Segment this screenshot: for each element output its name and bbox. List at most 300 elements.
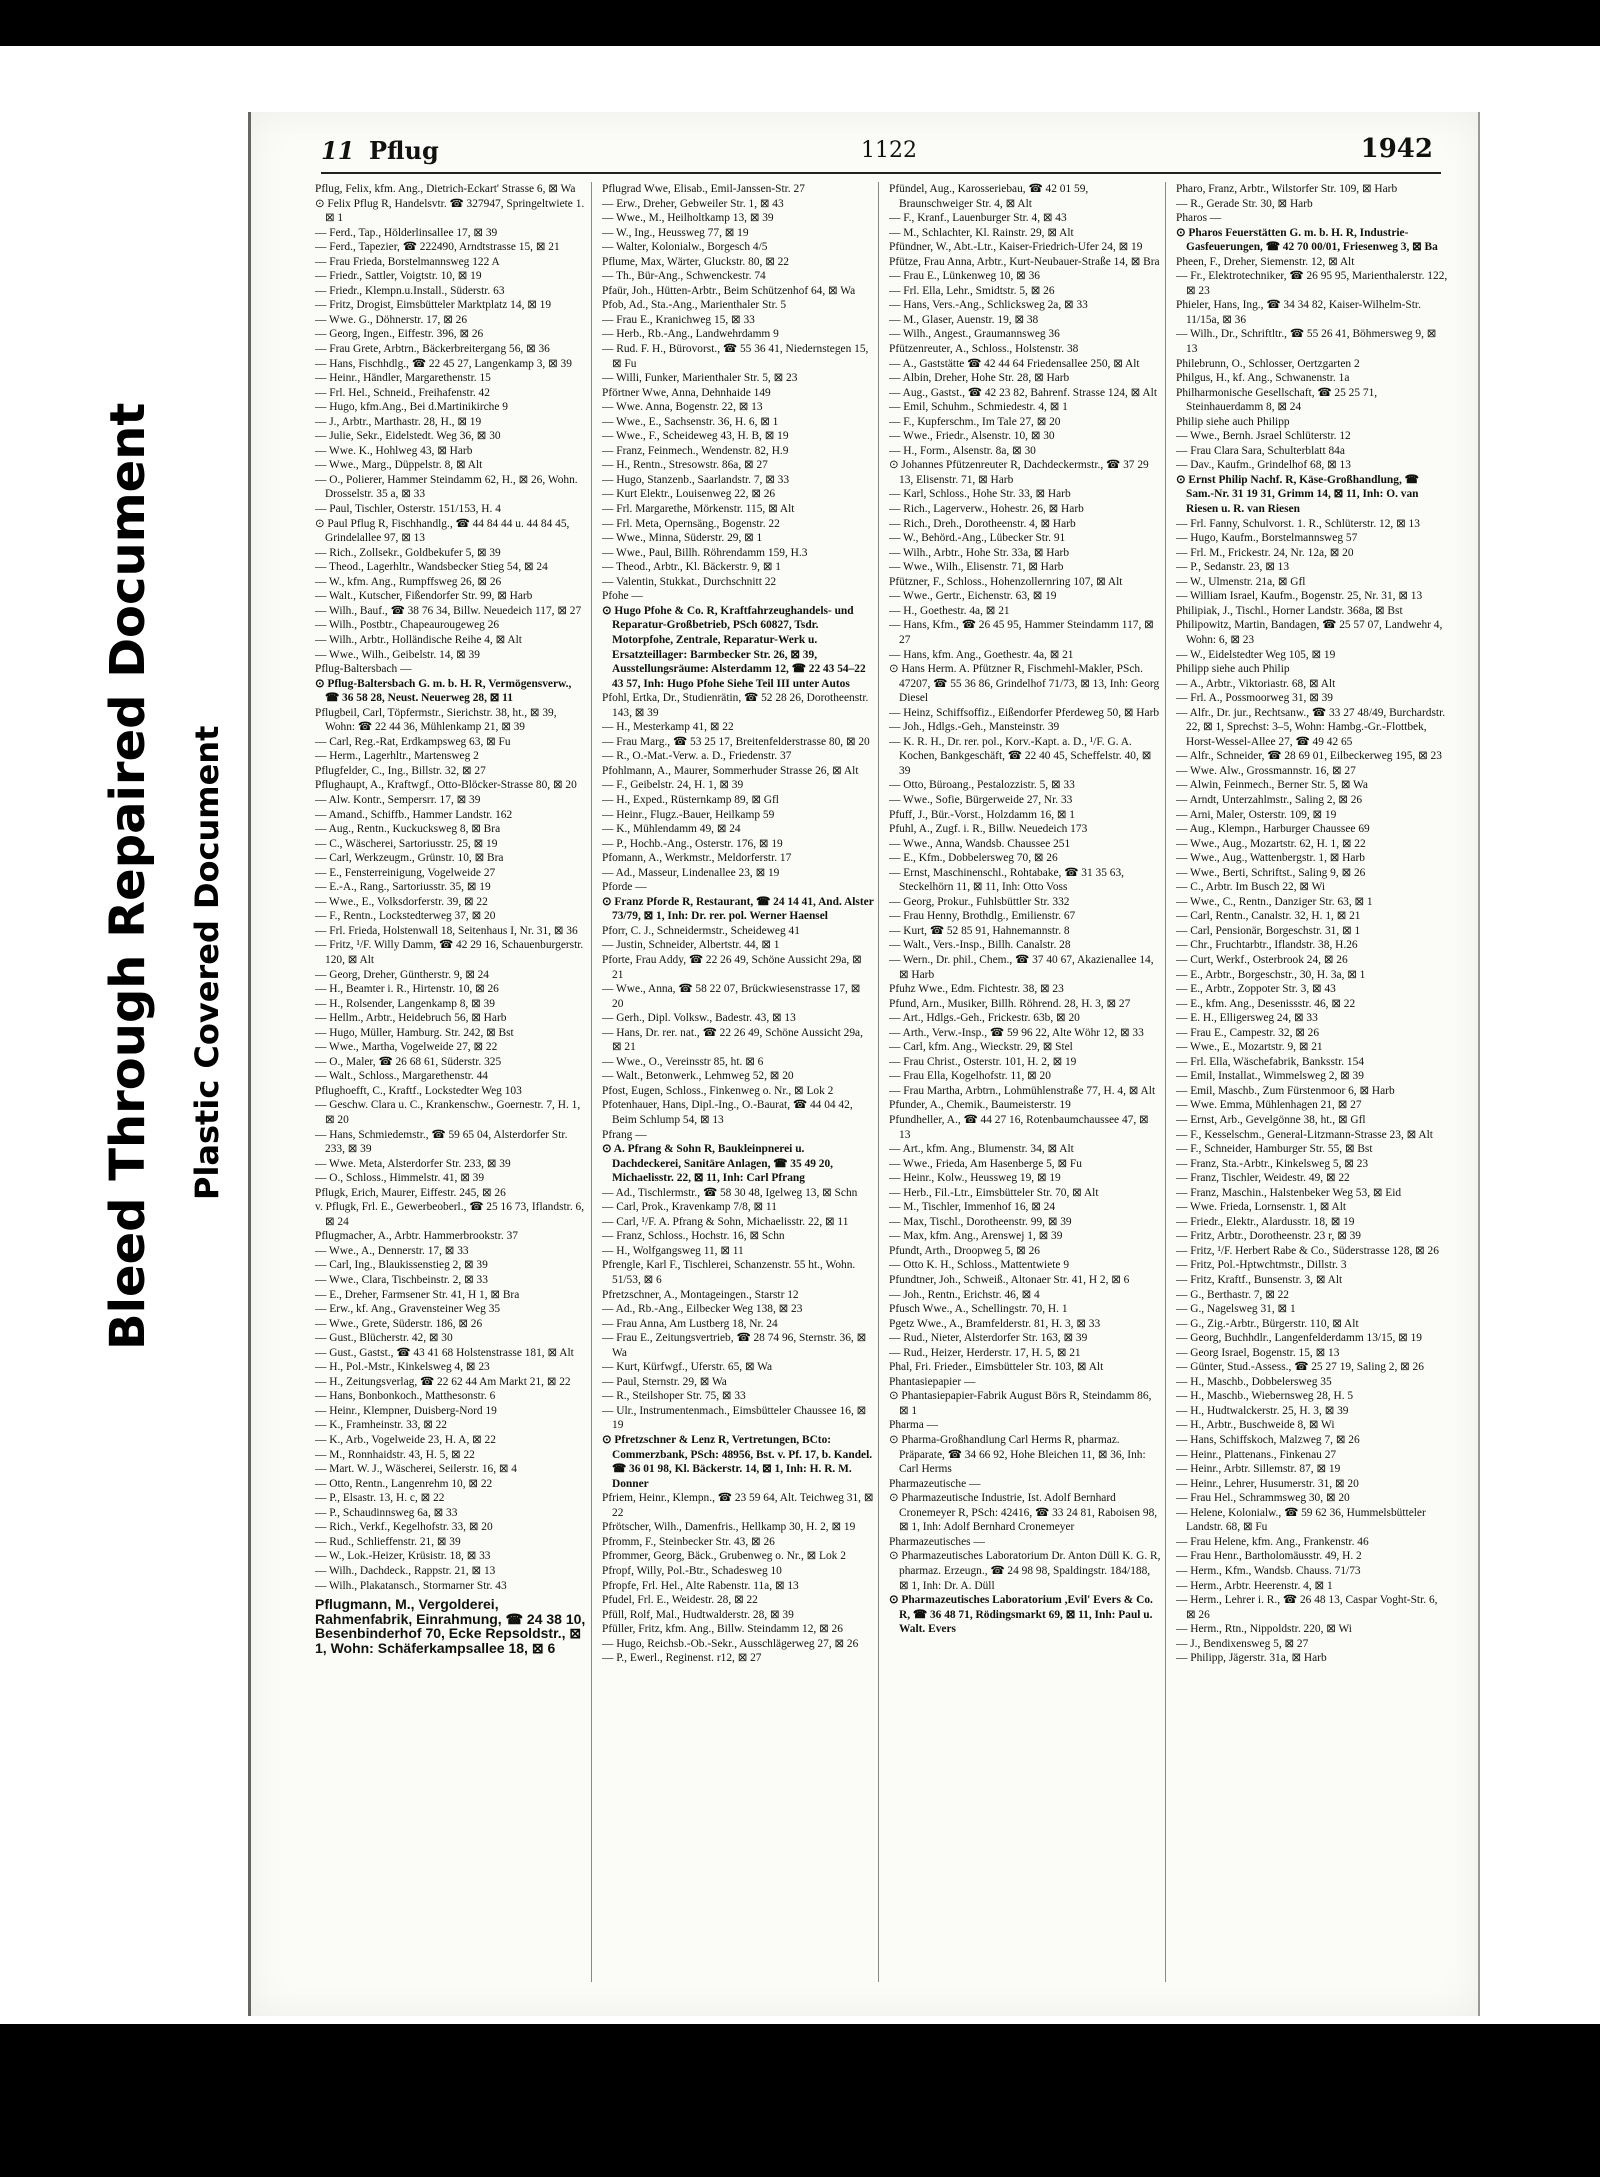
directory-entry: — Hans, Kfm., ☎ 26 45 95, Hammer Steindamm 117, ⊠ 27 [889,619,1154,646]
directory-entry: — Heinr., Arbtr. Sillemstr. 87, ⊠ 19 [1176,1463,1341,1476]
directory-entry: ⊙ Pharma-Großhandlung Carl Herms R, pharmaz. Präparate, ☎ 34 66 92, Hohe Bleichen 11, ⊠ 36, Inh: Carl Herms [889,1434,1146,1476]
directory-entry: Pharos — [1176,212,1222,225]
directory-entry: — R., Steilshoper Str. 75, ⊠ 33 [602,1390,746,1403]
directory-entry: — Frl. Margarethe, Mörkenstr. 115, ⊠ Alt [602,503,795,516]
directory-entry: Pflugmacher, A., Arbtr. Hammerbrookstr. 37 [315,1230,518,1243]
directory-entry: — Frau E., Lünkenweg 10, ⊠ 36 [889,270,1040,283]
directory-entry: — Wwe., Berti, Schriftst., Saling 9, ⊠ 26 [1176,866,1366,879]
directory-entry: ⊙ Pharmazeutisches Laboratorium Dr. Anton Düll K. G. R, pharmaz. Erzeugn., ☎ 24 98 98, Spaldingstr. 184/188, ⊠ 1, Inh: Dr. A. Düll [889,1550,1161,1592]
directory-entry: Pfotenhauer, Hans, Dipl.-Ing., O.-Baurat, ☎ 44 04 42, Beim Schlump 54, ⊠ 13 [602,1099,853,1126]
directory-entry: — Wwe., Paul, Billh. Röhrendamm 159, H.3 [602,546,808,559]
directory-entry: — Wwe., Clara, Tischbeinstr. 2, ⊠ 33 [315,1274,488,1287]
directory-entry: — Dav., Kaufm., Grindelhof 68, ⊠ 13 [1176,459,1351,472]
directory-entry: — Valentin, Stukkat., Durchschnitt 22 [602,575,777,588]
directory-entry: — Frau E., Kranichweg 15, ⊠ 33 [602,313,755,326]
directory-entry: — H., Maschb., Wiebernsweg 28, H. 5 [1176,1390,1354,1403]
directory-entry: — Otto, Büroang., Pestalozzistr. 5, ⊠ 33 [889,779,1075,792]
directory-entry: — Hans, Vers.-Ang., Schlicksweg 2a, ⊠ 33 [889,299,1088,312]
directory-entry: — Helene, Kolonialw., ☎ 59 62 36, Hummelsbütteler Landstr. 68, ⊠ Fu [1176,1506,1426,1534]
directory-entry: — Hans, Dr. rer. nat., ☎ 22 26 49, Schöne Aussicht 29a, ⊠ 21 [602,1026,863,1054]
directory-entry: — Herm., Kfm., Wandsb. Chauss. 71/73 [1176,1564,1361,1577]
directory-entry: — Chr., Fruchtarbtr., Iflandstr. 38, H.26 [1176,939,1358,952]
directory-entry: — Wwe., Grete, Süderstr. 186, ⊠ 26 [315,1317,483,1330]
directory-entry: — Georg, Ingen., Eiffestr. 396, ⊠ 26 [315,328,484,341]
directory-entry: Pforde — [602,881,647,894]
directory-entry: — William Israel, Kaufm., Bogenstr. 25, Nr. 31, ⊠ 13 [1176,590,1423,603]
directory-entry: — Rud., Heizer, Herderstr. 17, H. 5, ⊠ 21 [889,1346,1081,1359]
directory-entry: Pflugmann, M., Vergolderei, Rahmenfabrik, Einrahmung, ☎ 24 38 10, Besenbinderhof 70, Ecke Repsoldstr., ⊠ 1, Wohn: Schäferkampsallee 18, ⊠ 6 [315,1596,586,1656]
directory-entry: — Th., Bür-Ang., Schwenckestr. 74 [602,270,766,283]
directory-entry: v. Pflugk, Frl. E., Gewerbeoberl., ☎ 25 16 73, Iflandstr. 6, ⊠ 24 [315,1201,585,1228]
directory-entry: Phal, Fri. Frieder., Eimsbütteler Str. 103, ⊠ Alt [889,1361,1104,1374]
directory-entry: — Arndt, Unterzahlmstr., Saling 2, ⊠ 26 [1176,793,1363,806]
directory-entry: — H., Hudtwalckerstr. 25, H. 3, ⊠ 39 [1176,1404,1349,1417]
directory-entry: Pforr, C. J., Schneidermstr., Scheideweg 41 [602,924,800,937]
directory-entry: — Wilh., Dachdeck., Rappstr. 21, ⊠ 13 [315,1564,496,1577]
directory-entry: — Max, Tischl., Dorotheenstr. 99, ⊠ 39 [889,1215,1072,1228]
directory-entry: — Fritz, Kraftf., Bunsenstr. 3, ⊠ Alt [1176,1274,1343,1287]
directory-entry: — Wwe., O., Vereinsstr 85, ht. ⊠ 6 [602,1055,764,1068]
directory-entry: — Wwe., E., Volksdorferstr. 39, ⊠ 22 [315,895,488,908]
directory-entry: — Fritz, ¹/F. Herbert Rabe & Co., Süderstrasse 128, ⊠ 26 [1176,1244,1439,1257]
directory-entry: — Ernst, Maschinenschl., Rohtabake, ☎ 31 35 63, Steckelhörn 11, ⊠ 11, Inh: Otto Voss [889,866,1125,894]
directory-entry: — Frau Grete, Arbtrn., Bäckerbreitergang 56, ⊠ 36 [315,343,550,356]
directory-column-2 [602,182,879,1982]
directory-entry: ⊙ Pfretzschner & Lenz R, Vertretungen, BCto: Commerzbank, PSch: 48956, Bst. v. Pf. 17, b. Kandel. ☎ 36 01 98, Kl. Bäckerstr. 14, ⊠ 1, Inh: H. R. M. Donner [602,1434,873,1490]
directory-entry: — O., Polierer, Hammer Steindamm 62, H., ⊠ 26, Wohn. Drosselstr. 35 a, ⊠ 33 [315,473,578,501]
directory-entry: — Joh., Hdlgs.-Geh., Mansteinstr. 39 [889,721,1060,734]
directory-entry: — Ad., Rb.-Ang., Eilbecker Weg 138, ⊠ 23 [602,1303,803,1316]
directory-entry: Pfohe — [602,590,643,603]
directory-entry: — Emil, Maschb., Zum Fürstenmoor 6, ⊠ Harb [1176,1084,1395,1097]
directory-entry: — Fritz, Pol.-Hptwchtmstr., Dillstr. 3 [1176,1259,1347,1272]
directory-entry: — Wwe., Martha, Vogelweide 27, ⊠ 22 [315,1041,498,1054]
directory-entry: — Wwe. Anna, Bogenstr. 22, ⊠ 13 [602,401,763,414]
directory-entry: — Frau Clara Sara, Schulterblatt 84a [1176,444,1345,457]
directory-entry: Pfretzschner, A., Montageingen., Starstr 12 [602,1288,799,1301]
directory-entry: — Wwe. G., Döhnerstr. 17, ⊠ 26 [315,313,468,326]
directory-entry: — Gerh., Dipl. Volksw., Badestr. 43, ⊠ 13 [602,1012,796,1025]
directory-entry: Pfundtner, Joh., Schweiß., Altonaer Str. 41, H 2, ⊠ 6 [889,1274,1130,1287]
directory-entry: Pfudel, Frl. E., Weidestr. 28, ⊠ 22 [602,1594,758,1607]
directory-entry: — J., Bendixensweg 5, ⊠ 27 [1176,1637,1309,1650]
directory-column-4 [1176,182,1453,1982]
directory-entry: — E., Dreher, Farmsener Str. 41, H 1, ⊠ Bra [315,1288,520,1301]
directory-entry: ⊙ Franz Pforde R, Restaurant, ☎ 24 14 41, And. Alster 73/79, ⊠ 1, Inh: Dr. rer. pol. Werner Haensel [602,895,874,923]
directory-entry: — Franz, Sta.-Arbtr., Kinkelsweg 5, ⊠ 23 [1176,1157,1369,1170]
directory-entry: — Wwe., Anna, ☎ 58 22 07, Brückwiesenstrasse 17, ⊠ 20 [602,983,861,1010]
directory-entry: Pfusch Wwe., A., Schellingstr. 70, H. 1 [889,1303,1068,1316]
directory-entry: Pfomann, A., Werkmstr., Meldorferstr. 17 [602,852,792,865]
directory-entry: — Wwe., M., Heilholtkamp 13, ⊠ 39 [602,212,774,225]
directory-entry: — Arni, Maler, Osterstr. 109, ⊠ 19 [1176,808,1337,821]
directory-entry: — Theod., Lagerhltr., Wandsbecker Stieg 54, ⊠ 24 [315,561,548,574]
directory-entry: — Hans, Fischhdlg., ☎ 22 45 27, Langenkamp 3, ⊠ 39 [315,357,572,370]
directory-entry: Pfund, Arn., Musiker, Billh. Röhrend. 28, H. 3, ⊠ 27 [889,997,1131,1010]
directory-entry: Pfundt, Arth., Droopweg 5, ⊠ 26 [889,1244,1040,1257]
directory-entry: — Heinr., Händler, Margarethenstr. 15 [315,372,491,385]
directory-entry: Philipowitz, Martin, Bandagen, ☎ 25 57 07, Landwehr 4, Wohn: 6, ⊠ 23 [1176,619,1443,646]
directory-entry: — Gust., Blücherstr. 42, ⊠ 30 [315,1332,453,1345]
directory-entry: Pfuhl, A., Zugf. i. R., Billw. Neuedeich 173 [889,823,1088,836]
directory-entry: — Theod., Arbtr., Kl. Bäckerstr. 9, ⊠ 1 [602,561,781,574]
directory-entry: — Wwe., Aug., Mozartstr. 62, H. 1, ⊠ 22 [1176,837,1366,850]
directory-entry: — E., Fensterreinigung, Vogelweide 27 [315,866,496,879]
directory-entry: — G., Nagelsweg 31, ⊠ 1 [1176,1303,1296,1316]
directory-entry: — H., Zeitungsverlag, ☎ 22 62 44 Am Markt 21, ⊠ 22 [315,1375,571,1388]
directory-entry: Pheen, F., Dreher, Siemenstr. 12, ⊠ Alt [1176,255,1355,268]
directory-entry: — Frau Christ., Osterstr. 101, H. 2, ⊠ 19 [889,1055,1077,1068]
directory-entry: — Heinr., Lehrer, Husumerstr. 31, ⊠ 20 [1176,1477,1359,1490]
directory-entry: — Julie, Sekr., Eidelstedt. Weg 36, ⊠ 30 [315,430,501,443]
directory-entry: — H., Exped., Rüsternkamp 89, ⊠ Gfl [602,793,779,806]
directory-entry: — J., Arbtr., Marthastr. 28, H., ⊠ 19 [315,415,482,428]
directory-entry: — Herb., Fil.-Ltr., Eimsbütteler Str. 70, ⊠ Alt [889,1186,1099,1199]
directory-entry: — Frau Martha, Arbtrn., Lohmühlenstraße 77, H. 4, ⊠ Alt [889,1084,1156,1097]
directory-entry: ⊙ A. Pfrang & Sohn R, Baukleinpnerei u. Dachdeckerei, Sanitäre Anlagen, ☎ 35 49 20, Michaelisstr. 22, ⊠ 11, Inh: Carl Pfrang [602,1143,834,1185]
directory-entry: — P., Elsastr. 13, H. c, ⊠ 22 [315,1492,445,1505]
directory-entry: — Georg, Dreher, Güntherstr. 9, ⊠ 24 [315,968,490,981]
directory-entry: — Joh., Rentn., Erichstr. 46, ⊠ 4 [889,1288,1040,1301]
directory-entry: — Wilh., Bauf., ☎ 38 76 34, Billw. Neuedeich 117, ⊠ 27 [315,604,582,617]
directory-entry: — Justin, Schneider, Albertstr. 44, ⊠ 1 [602,939,780,952]
directory-entry: Pfob, Ad., Sta.-Ang., Marienthaler Str. 5 [602,299,787,312]
directory-entry: — H., Beamter i. R., Hirtenstr. 10, ⊠ 26 [315,983,499,996]
directory-entry: — H., Pol.-Mstr., Kinkelsweg 4, ⊠ 23 [315,1361,490,1374]
directory-entry: — O., Schloss., Himmelstr. 41, ⊠ 39 [315,1172,485,1185]
directory-entry: — R., O.-Mat.-Verw. a. D., Friedenstr. 37 [602,750,792,763]
directory-entry: ⊙ Hugo Pfohe & Co. R, Kraftfahrzeughandels- und Reparatur-Großbetrieb, PSch 60827, Tsdr. Motorpfohe, Zentrale, Reparatur-Werk u. Ersatzteillager: Barmbecker Str. 26, ⊠ 39, Ausstellungsräume: Alsterdamm 12, ☎ 22 43 54–22 43 57, Inh: Hugo Pfohe Siehe Teil III unter Autos [602,604,866,690]
header-column-number: 11 [321,136,355,165]
directory-entry: Pflume, Max, Wärter, Gluckstr. 80, ⊠ 22 [602,255,789,268]
directory-entry: — Georg, Prokur., Fuhlsbüttler Str. 332 [889,895,1070,908]
directory-entry: ⊙ Felix Pflug R, Handelsvtr. ☎ 327947, Springeltwiete 1. ⊠ 1 [315,197,585,225]
directory-entry: Pflugk, Erich, Maurer, Eiffestr. 245, ⊠ 26 [315,1186,506,1199]
directory-entry: Pfuff, J., Bür.-Vorst., Holzdamm 16, ⊠ 1 [889,808,1075,821]
directory-entry: — F., Kupferschm., Im Tale 27, ⊠ 20 [889,415,1061,428]
directory-entry: ⊙ Pflug-Baltersbach G. m. b. H. R, Vermögensverw., ☎ 36 58 28, Neust. Neuerweg 28, ⊠ 11 [315,677,572,705]
directory-entry: ⊙ Johannes Pfützenreuter R, Dachdeckermstr., ☎ 37 29 13, Elisenstr. 71, ⊠ Harb [889,459,1149,486]
directory-entry: — E., Arbtr., Zoppoter Str. 3, ⊠ 43 [1176,983,1336,996]
directory-entry: — Kurt, Kürfwgf., Uferstr. 65, ⊠ Wa [602,1361,773,1374]
directory-entry: Pflug-Baltersbach — [315,663,412,676]
directory-entry: — Ad., Tischlermstr., ☎ 58 30 48, Igelweg 13, ⊠ Schn [602,1186,858,1199]
directory-entry: Pfüll, Rolf, Mal., Hudtwalderstr. 28, ⊠ 39 [602,1608,794,1621]
directory-entry: Pfrengle, Karl F., Tischlerei, Schanzenstr. 55 ht., Wohn. 51/53, ⊠ 6 [602,1259,856,1287]
directory-entry: Pflugrad Wwe, Elisab., Emil-Janssen-Str. 27 [602,183,805,195]
directory-entry: — Frau E., Zeitungsvertrieb, ☎ 28 74 96, Sternstr. 36, ⊠ Wa [602,1332,867,1359]
directory-entry: — Rich., Zollsekr., Goldbekufer 5, ⊠ 39 [315,546,501,559]
directory-entry: — W., Behörd.-Ang., Lübecker Str. 91 [889,532,1066,545]
directory-entry: ⊙ Pharmazeutisches Laboratorium ,Evil' Evers & Co. R, ☎ 36 48 71, Rödingsmarkt 69, ⊠ 11, Inh: Paul u. Walt. Evers [889,1594,1153,1636]
directory-entry: — K., Mühlendamm 49, ⊠ 24 [602,823,741,836]
directory-entry: — Walt., Kutscher, Fißendorfer Str. 99, ⊠ Harb [315,590,533,603]
directory-entry: Pfromm, F., Steinbecker Str. 43, ⊠ 26 [602,1535,775,1548]
directory-entry: — Wwe., Sofie, Bürgerweide 27, Nr. 33 [889,793,1073,806]
directory-entry: — Wwe., Bernh. Jsrael Schlüterstr. 12 [1176,430,1351,443]
directory-entry: — P., Schaudinnsweg 6a, ⊠ 33 [315,1506,458,1519]
directory-entry: — Fritz, Arbtr., Dorotheenstr. 23 r, ⊠ 39 [1176,1230,1361,1243]
directory-entry: — Herm., Lehrer i. R., ☎ 26 48 13, Caspar Voght-Str. 6, ⊠ 26 [1176,1594,1438,1621]
directory-entry: Philipp siehe auch Philip [1176,663,1290,676]
directory-entry: — Hugo, Müller, Hamburg. Str. 242, ⊠ Bst [315,1026,514,1039]
directory-entry: — Hugo, Reichsb.-Ob.-Sekr., Ausschlägerweg 27, ⊠ 26 [602,1637,859,1650]
directory-entry: — M., Schlachter, Kl. Rainstr. 29, ⊠ Alt [889,226,1074,239]
directory-entry: — Emil, Schuhm., Schmiedestr. 4, ⊠ 1 [889,401,1068,414]
directory-entry: — Wern., Dr. phil., Chem., ☎ 37 40 67, Akazienallee 14, ⊠ Harb [889,953,1154,981]
directory-entry: — F., Schneider, Hamburger Str. 55, ⊠ Bst [1176,1143,1373,1156]
directory-entry: — Art., Hdlgs.-Geh., Frickestr. 63b, ⊠ 20 [889,1012,1080,1025]
directory-entry: Pfündner, W., Abt.-Ltr., Kaiser-Friedrich-Ufer 24, ⊠ 19 [889,241,1143,254]
directory-entry: — Frau Anna, Am Lustberg 18, Nr. 24 [602,1317,778,1330]
directory-entry: — Wwe., A., Dennerstr. 17, ⊠ 33 [315,1244,469,1257]
directory-entry: — Walter, Kolonialw., Borgesch 4/5 [602,241,768,254]
directory-entry: — Heinz, Schiffsoffiz., Eißendorfer Pferdeweg 50, ⊠ Harb [889,706,1160,719]
directory-entry: — Rich., Lagerverw., Hohestr. 26, ⊠ Harb [889,503,1084,516]
scan-bottom-border [0,2024,1600,2177]
directory-entry: — F., Geibelstr. 24, H. 1, ⊠ 39 [602,779,744,792]
directory-entry: Pfützner, F., Schloss., Hohenzollernring 107, ⊠ Alt [889,575,1123,588]
directory-entry: — H., Rentn., Stresowstr. 86a, ⊠ 27 [602,459,768,472]
directory-entry: — Georg Israel, Bogenstr. 15, ⊠ 13 [1176,1346,1340,1359]
directory-entry: Pflug, Felix, kfm. Ang., Dietrich-Eckart' Strasse 6, ⊠ Wa [315,183,576,195]
directory-entry: — Heinr., Flugz.-Bauer, Heilkamp 59 [602,808,775,821]
directory-entry: Phantasiepapier — [889,1375,976,1388]
directory-entry: — Frau Ella, Kogelhofstr. 11, ⊠ 20 [889,1070,1051,1083]
directory-entry: Philipiak, J., Tischl., Horner Landstr. 368a, ⊠ Bst [1176,604,1403,617]
directory-entry: — Erw., Dreher, Gebweiler Str. 1, ⊠ 43 [602,197,784,210]
directory-entry: — E., Kfm., Dobbelersweg 70, ⊠ 26 [889,852,1058,865]
directory-entry: — Carl, kfm. Ang., Wieckstr. 29, ⊠ Stel [889,1041,1073,1054]
directory-entry: — Alwin, Feinmech., Berner Str. 5, ⊠ Wa [1176,779,1368,792]
directory-entry: Pfropfe, Frl. Hel., Alte Rabenstr. 11a, ⊠ 13 [602,1579,799,1592]
directory-entry: — Kurt, ☎ 52 85 91, Hahnemannstr. 8 [889,924,1070,937]
directory-entry: — Hans, Bonbonkoch., Matthesonstr. 6 [315,1390,496,1403]
directory-entry: — M., Tischler, Immenhof 16, ⊠ 24 [889,1201,1056,1214]
directory-entry: — H., Wolfgangsweg 11, ⊠ 11 [602,1244,744,1257]
directory-entry: — E., Arbtr., Borgeschstr., 30, H. 3a, ⊠ 1 [1176,968,1366,981]
directory-entry: — K., Arb., Vogelweide 23, H. A, ⊠ 22 [315,1434,496,1447]
directory-entry: — Wilh., Arbtr., Hohe Str. 33a, ⊠ Harb [889,546,1070,559]
directory-entry: Phieler, Hans, Ing., ☎ 34 34 82, Kaiser-Wilhelm-Str. 11/15a, ⊠ 36 [1176,299,1421,326]
directory-entry: — Ernst, Arb., Gevelgönne 38, ht., ⊠ Gfl [1176,1114,1366,1126]
directory-entry: — E., kfm. Ang., Desenissstr. 46, ⊠ 22 [1176,997,1356,1010]
directory-entry: — W., Eidelstedter Weg 105, ⊠ 19 [1176,648,1336,661]
directory-entry: — Wwe., E., Sachsenstr. 36, H. 6, ⊠ 1 [602,415,779,428]
directory-entry: Pfropf, Willy, Pol.-Btr., Schadesweg 10 [602,1564,782,1577]
directory-entry: Pfuhz Wwe., Edm. Fichtestr. 38, ⊠ 23 [889,983,1064,996]
directory-entry: — Wwe., C., Rentn., Danziger Str. 63, ⊠ 1 [1176,895,1373,908]
directory-entry: — Hans, Schmiedemstr., ☎ 59 65 04, Alsterdorfer Str. 233, ⊠ 39 [315,1128,568,1156]
directory-entry: — Wilh., Arbtr., Holländische Reihe 4, ⊠ Alt [315,633,522,646]
directory-entry: — Wwe., Frieda, Am Hasenberge 5, ⊠ Fu [889,1157,1082,1170]
directory-entry: — W., Ing., Heussweg 77, ⊠ 19 [602,226,749,239]
directory-entry: — Amand., Schiffb., Hammer Landstr. 162 [315,808,513,821]
directory-entry: Pfütze, Frau Anna, Arbtr., Kurt-Neubauer-Straße 14, ⊠ Bra [889,255,1160,268]
directory-entry: — Ferd., Tap., Hölderlinsallee 17, ⊠ 39 [315,226,498,239]
directory-entry: — Art., kfm. Ang., Blumenstr. 34, ⊠ Alt [889,1143,1074,1156]
directory-entry: — Heinr., Plattenans., Finkenau 27 [1176,1448,1337,1461]
directory-entry: — A., Arbtr., Viktoriastr. 68, ⊠ Alt [1176,677,1336,690]
directory-entry: — Ulr., Instrumentenmach., Eimsbütteler Chaussee 16, ⊠ 19 [602,1404,867,1432]
directory-entry: Pfohlmann, A., Maurer, Sommerhuder Strasse 26, ⊠ Alt [602,764,859,777]
directory-entry: Philebrunn, O., Schlosser, Oertzgarten 2 [1176,357,1360,370]
directory-entry: — Wwe. Meta, Alsterdorfer Str. 233, ⊠ 39 [315,1157,511,1170]
directory-entry: — H., Mesterkamp 41, ⊠ 22 [602,721,734,734]
directory-entry: — Aug., Klempn., Harburger Chaussee 69 [1176,823,1370,836]
directory-entry: — Carl, Reg.-Rat, Erdkampsweg 63, ⊠ Fu [315,735,511,748]
directory-entry: — Friedr., Sattler, Voigtstr. 10, ⊠ 19 [315,270,482,283]
directory-entry: Philip siehe auch Philipp [1176,415,1290,428]
directory-entry: — Friedr., Elektr., Alardusstr. 18, ⊠ 19 [1176,1215,1355,1228]
directory-entry: — Franz, Maschin., Halstenbeker Weg 53, ⊠ Eid [1176,1186,1402,1199]
directory-entry: ⊙ Paul Pflug R, Fischhandlg., ☎ 44 84 44 u. 44 84 45, Grindelallee 97, ⊠ 13 [315,517,570,545]
directory-entry: — E. H., Elligersweg 24, ⊠ 33 [1176,1012,1318,1025]
directory-entry: — Willi, Funker, Marienthaler Str. 5, ⊠ 23 [602,372,798,385]
directory-entry: — Heinr., Klempner, Duisberg-Nord 19 [315,1404,497,1417]
directory-entry: Pfost, Eugen, Schloss., Finkenweg o. Nr., ⊠ Lok 2 [602,1084,834,1097]
directory-entry: — W., kfm. Ang., Rumpffsweg 26, ⊠ 26 [315,575,502,588]
directory-entry: — Frl. A., Possmoorweg 31, ⊠ 39 [1176,692,1333,705]
directory-entry: Philgus, H., kf. Ang., Schwanenstr. 1a [1176,372,1350,385]
scan-top-border [0,0,1600,46]
directory-entry: — Rud., Schlieffenstr. 21, ⊠ 39 [315,1535,461,1548]
directory-entry: — Frl. Ella, Lehr., Smidtstr. 5, ⊠ 26 [889,284,1055,297]
directory-entry: — Philipp, Jägerstr. 31a, ⊠ Harb [1176,1652,1327,1665]
directory-entry: ⊙ Ernst Philip Nachf. R, Käse-Großhandlung, ☎ Sam.-Nr. 31 19 31, Grimm 14, ⊠ 11, Inh: O. van Riesen u. R. van Riesen [1176,473,1419,516]
directory-entry: — Wilh., Dr., Schriftltr., ☎ 55 26 41, Böhmersweg 9, ⊠ 13 [1176,328,1437,356]
directory-entry: — Franz, Schloss., Hochstr. 16, ⊠ Schn [602,1230,785,1243]
label-bleed-through: Bleed Through Repaired Document [100,402,156,1350]
directory-entry: — Hans, Schiffskoch, Malzweg 7, ⊠ 26 [1176,1434,1360,1447]
directory-entry: — Frau E., Campestr. 32, ⊠ 26 [1176,1026,1320,1039]
directory-entry: — P., Hochb.-Ang., Osterstr. 176, ⊠ 19 [602,837,783,850]
directory-entry: — H., Form., Alsenstr. 8a, ⊠ 30 [889,444,1036,457]
directory-entry: — Herm., Lagerhltr., Martensweg 2 [315,750,479,763]
directory-entry: — M., Glaser, Auenstr. 19, ⊠ 38 [889,313,1039,326]
directory-entry: — Fritz, Drogist, Eimsbütteler Marktplatz 14, ⊠ 19 [315,299,552,312]
directory-entry: — Hugo, kfm.Ang., Bei d.Martinikirche 9 [315,401,508,414]
directory-entry: — Hugo, Stanzenb., Saarlandstr. 7, ⊠ 33 [602,473,790,486]
directory-entry: ⊙ Pharos Feuerstätten G. m. b. H. R, Industrie-Gasfeuerungen, ☎ 42 70 00/01, Friesenweg 3, ⊠ Ba [1176,226,1438,254]
directory-entry: Pfriem, Heinr., Klempn., ☎ 23 59 64, Alt. Teichweg 31, ⊠ 22 [602,1492,874,1519]
directory-entry: — Gust., Gastst., ☎ 43 41 68 Holstenstrasse 181, ⊠ Alt [315,1346,574,1359]
directory-entry: — C., Wäscherei, Sartoriusstr. 25, ⊠ 19 [315,837,498,850]
directory-entry: — R., Gerade Str. 30, ⊠ Harb [1176,197,1313,210]
directory-entry: Pfündel, Aug., Karosseriebau, ☎ 42 01 59, Braunschweiger Str. 4, ⊠ Alt [889,183,1089,210]
directory-entry: Pflugfelder, C., Ing., Billstr. 32, ⊠ 27 [315,764,486,777]
directory-entry: — Ferd., Tapezier, ☎ 222490, Arndtstrasse 15, ⊠ 21 [315,241,560,254]
directory-entry: — Wilh., Postbtr., Chapeaurougeweg 26 [315,619,500,632]
directory-entry: Philharmonische Gesellschaft, ☎ 25 25 71, Steinhauerdamm 8, ⊠ 24 [1176,386,1378,414]
directory-entry: — Otto, Rentn., Langenrehm 10, ⊠ 22 [315,1477,493,1490]
directory-entry: — Alfr., Dr. jur., Rechtsanw., ☎ 33 27 48/49, Burchardstr. 22, ⊠ 1, Sprechst: 3–5, Wohn: Hambg.-Gr.-Flottbek, Horst-Wessel-Allee 27, ☎ 49 42 65 [1176,706,1446,748]
directory-entry: — Frau Helene, kfm. Ang., Frankenstr. 46 [1176,1535,1369,1548]
directory-entry: — Wwe. Alw., Grossmannstr. 16, ⊠ 27 [1176,764,1356,777]
document-labels [90,340,260,1520]
directory-entry: — K., Framheinstr. 33, ⊠ 22 [315,1419,447,1432]
directory-entry: — Wwe., Friedr., Alsenstr. 10, ⊠ 30 [889,430,1055,443]
directory-entry: — F., Kranf., Lauenburger Str. 4, ⊠ 43 [889,212,1067,225]
directory-entry: — Frau Henny, Brothdlg., Emilienstr. 67 [889,910,1076,923]
directory-entry: — Wwe., Minna, Süderstr. 29, ⊠ 1 [602,532,763,545]
directory-entry: — Wwe., E., Mozartstr. 9, ⊠ 21 [1176,1041,1323,1054]
directory-entry: — Alw. Kontr., Sempersrr. 17, ⊠ 39 [315,793,481,806]
directory-entry: — Wwe. Emma, Mühlenhagen 21, ⊠ 27 [1176,1099,1362,1112]
directory-entry: — Hans, kfm. Ang., Goethestr. 4a, ⊠ 21 [889,648,1074,661]
directory-entry: — Walt., Betonwerk., Lehmweg 52, ⊠ 20 [602,1070,794,1083]
directory-entry: — Mart. W. J., Wäscherei, Seilerstr. 16, ⊠ 4 [315,1463,517,1476]
directory-entry: — H., Arbtr., Buschweide 8, ⊠ Wi [1176,1419,1335,1432]
directory-entry: — W., Ulmenstr. 21a, ⊠ Gfl [1176,575,1306,588]
directory-entry: — H., Maschb., Dobbelersweg 35 [1176,1375,1332,1388]
directory-entry: — Fritz, ¹/F. Willy Damm, ☎ 42 29 16, Schauenburgerstr. 120, ⊠ Alt [315,939,584,966]
directory-entry: — Franz, Tischler, Weidestr. 49, ⊠ 22 [1176,1172,1350,1185]
directory-entry: ⊙ Phantasiepapier-Fabrik August Börs R, Steindamm 86, ⊠ 1 [889,1390,1152,1417]
directory-entry: Pharmazeutische — [889,1477,981,1490]
directory-entry: Pharmazeutisches — [889,1535,985,1548]
directory-entry: — Frl. Frieda, Holstenwall 18, Seitenhaus I, Nr. 31, ⊠ 36 [315,924,578,937]
directory-entry: — Frau Hel., Schrammsweg 30, ⊠ 20 [1176,1492,1350,1505]
directory-entry: — Herm., Rtn., Nippoldstr. 220, ⊠ Wi [1176,1623,1352,1636]
directory-entry: — G., Zig.-Arbtr., Bürgerstr. 110, ⊠ Alt [1176,1317,1359,1330]
directory-entry: Pfüller, Fritz, kfm. Ang., Billw. Steindamm 12, ⊠ 26 [602,1623,843,1636]
directory-entry: — Emil, Installat., Wimmelsweg 2, ⊠ 39 [1176,1070,1364,1083]
directory-entry: — A., Gaststätte ☎ 42 44 64 Friedensallee 250, ⊠ Alt [889,357,1140,370]
directory-entry: — Kurt Elektr., Louisenweg 22, ⊠ 26 [602,488,776,501]
directory-entry: — Albin, Dreher, Hohe Str. 28, ⊠ Harb [889,372,1070,385]
directory-column-3 [889,182,1166,1982]
directory-entry: — Frl. Ella, Wäschefabrik, Banksstr. 154 [1176,1055,1365,1068]
directory-entry: — O., Maler, ☎ 26 68 61, Süderstr. 325 [315,1055,502,1068]
header-year: 1942 [1360,134,1433,164]
directory-entry: Pforte, Frau Addy, ☎ 22 26 49, Schöne Aussicht 29a, ⊠ 21 [602,953,862,981]
directory-entry: ⊙ Pharmazeutische Industrie, Ist. Adolf Bernhard Cronemeyer R, PSch: 42416, ☎ 33 24 81, Raboisen 98, ⊠ 1, Inh: Adolf Bernhard Cronemeyer [889,1492,1158,1534]
directory-entry: — H., Goethestr. 4a, ⊠ 21 [889,604,1010,617]
directory-entry: Pflughaupt, A., Kraftwgf., Otto-Blöcker-Strasse 80, ⊠ 20 [315,779,577,792]
directory-entry: — P., Ewerl., Reginenst. r12, ⊠ 27 [602,1652,762,1665]
directory-entry: — Heinr., Kolw., Heussweg 19, ⊠ 19 [889,1172,1061,1185]
directory-entry: Pförtner Wwe, Anna, Dehnhaide 149 [602,386,771,399]
directory-entry: — Herm., Arbtr. Heerenstr. 4, ⊠ 1 [1176,1579,1333,1592]
directory-entry: Pfohl, Ertka, Dr., Studienrätin, ☎ 52 28 26, Dorotheenstr. 143, ⊠ 39 [602,692,869,719]
page-header [321,130,1441,174]
directory-entry: — Max, kfm. Ang., Arenswej 1, ⊠ 39 [889,1230,1063,1243]
directory-entry: — Arth., Verw.-Insp., ☎ 59 96 22, Alte Wöhr 12, ⊠ 33 [889,1026,1144,1039]
header-keyword: Pflug [369,136,439,165]
directory-entry: — Wwe. Frieda, Lornsenstr. 1, ⊠ Alt [1176,1201,1347,1214]
directory-entry: — Otto K. H., Schloss., Mattentwiete 9 [889,1259,1070,1272]
directory-entry: — F., Rentn., Lockstedterweg 37, ⊠ 20 [315,910,496,923]
directory-entry: — Carl, Rentn., Canalstr. 32, H. 1, ⊠ 21 [1176,910,1361,923]
label-plastic-covered: Plastic Covered Document [188,725,226,1200]
directory-entry: — Frau Marg., ☎ 53 25 17, Breitenfelderstrasse 80, ⊠ 20 [602,735,870,748]
directory-entry: — Hugo, Kaufm., Borstelmannsweg 57 [1176,532,1358,545]
directory-entry: — Herb., Rb.-Ang., Landwehrdamm 9 [602,328,779,341]
directory-entry: — Frl. M., Frickestr. 24, Nr. 12a, ⊠ 20 [1176,546,1354,559]
directory-entry: Pfundheller, A., ☎ 44 27 16, Rotenbaumchaussee 47, ⊠ 13 [889,1114,1149,1141]
directory-entry: — Rich., Verkf., Kegelhofstr. 33, ⊠ 20 [315,1521,493,1534]
directory-entry: Pharma — [889,1419,939,1432]
directory-entry: — Wwe., Aug., Wattenbergstr. 1, ⊠ Harb [1176,852,1365,865]
directory-entry: Pharo, Franz, Arbtr., Wilstorfer Str. 109, ⊠ Harb [1176,183,1398,195]
directory-entry: Pflughoefft, C., Kraftf., Lockstedter Weg 103 [315,1084,522,1097]
directory-entry: — Wwe., F., Scheideweg 43, H. B, ⊠ 19 [602,430,789,443]
directory-entry: — Carl, Pensionär, Borgeschstr. 31, ⊠ 1 [1176,924,1361,937]
directory-entry: — Fr., Elektrotechniker, ☎ 26 95 95, Marienthalerstr. 122, ⊠ 23 [1176,270,1448,297]
directory-entry: — Wwe. K., Hohlweg 43, ⊠ Harb [315,444,473,457]
directory-entry: — Wwe., Wilh., Elisenstr. 71, ⊠ Harb [889,561,1064,574]
